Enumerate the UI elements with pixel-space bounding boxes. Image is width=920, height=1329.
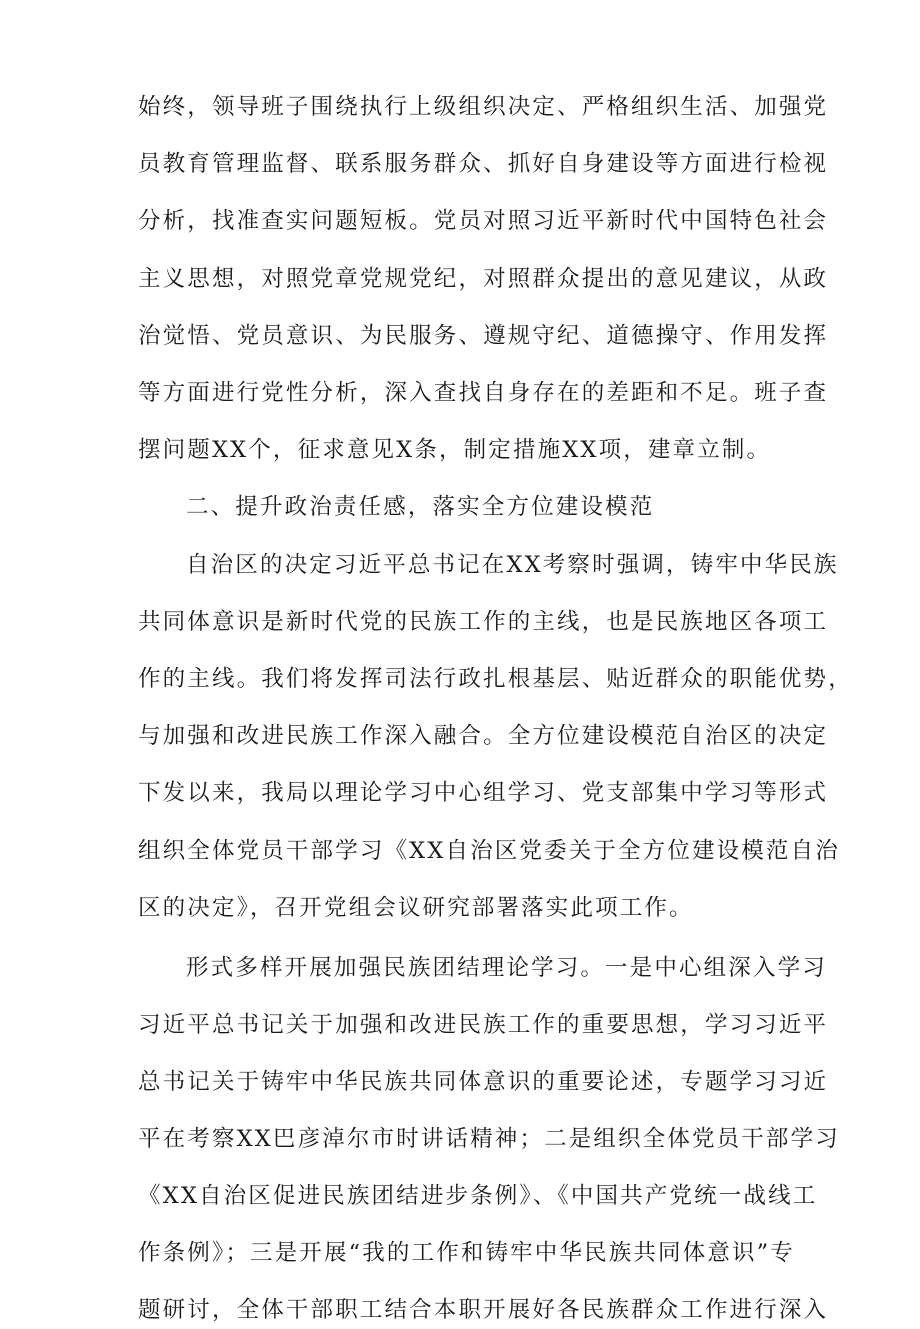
p2-line-7: 区的决定》，召开党组会议研究部署落实此项工作。 — [138, 895, 694, 921]
p1-line-6: 等方面进行党性分析，深入查找自身存在的差距和不足。班子查 — [138, 380, 829, 406]
p3-line-4: 平在考察XX巴彦淖尔市时讲话精神；二是组织全体党员干部学习 — [138, 1126, 840, 1152]
p2-line-5: 下发以来，我局以理论学习中心组学习、党支部集中学习等形式 — [138, 780, 829, 806]
p1-line-7: 摆问题XX个，征求意见X条，制定措施XX项，建章立制。 — [138, 437, 772, 463]
p1-line-3: 分析，找准查实问题短板。党员对照习近平新时代中国特色社会 — [138, 208, 829, 234]
p2-line-2: 共同体意识是新时代党的民族工作的主线，也是民族地区各项工 — [138, 609, 829, 635]
p3-line-1: 形式多样开展加强民族团结理论学习。一是中心组深入学习 — [186, 955, 827, 981]
p3-line-6: 作条例》；三是开展“我的工作和铸牢中华民族共同体意识”专 — [138, 1240, 795, 1266]
p1-line-2: 员教育管理监督、联系服务群众、抓好自身建设等方面进行检视 — [138, 151, 829, 177]
p2-line-4: 与加强和改进民族工作深入融合。全方位建设模范自治区的决定 — [138, 723, 829, 749]
p3-line-3: 总书记关于铸牢中华民族共同体意识的重要论述，专题学习习近 — [138, 1069, 829, 1095]
p3-line-2: 习近平总书记关于加强和改进民族工作的重要思想，学习习近平 — [138, 1012, 829, 1038]
p2-line-6: 组织全体党员干部学习《XX自治区党委关于全方位建设模范自治 — [138, 838, 840, 864]
p1-line-4: 主义思想，对照党章党规党纪，对照群众提出的意见建议，从政 — [138, 266, 829, 292]
p2-line-3: 作的主线。我们将发挥司法行政扎根基层、贴近群众的职能优势， — [138, 666, 853, 692]
p1-line-1: 始终，领导班子围绕执行上级组织决定、严格组织生活、加强党 — [138, 94, 829, 120]
p1-line-5: 治觉悟、党员意识、为民服务、遵规守纪、道德操守、作用发挥 — [138, 323, 829, 349]
section-heading: 二、提升政治责任感，落实全方位建设模范 — [186, 494, 655, 520]
p3-line-5: 《XX自治区促进民族团结进步条例》、《中国共产党统一战线工 — [138, 1183, 818, 1209]
p3-line-7: 题研讨，全体干部职工结合本职开展好各民族群众工作进行深入 — [138, 1297, 829, 1323]
p2-line-1: 自治区的决定习近平总书记在XX考察时强调，铸牢中华民族 — [186, 552, 839, 578]
